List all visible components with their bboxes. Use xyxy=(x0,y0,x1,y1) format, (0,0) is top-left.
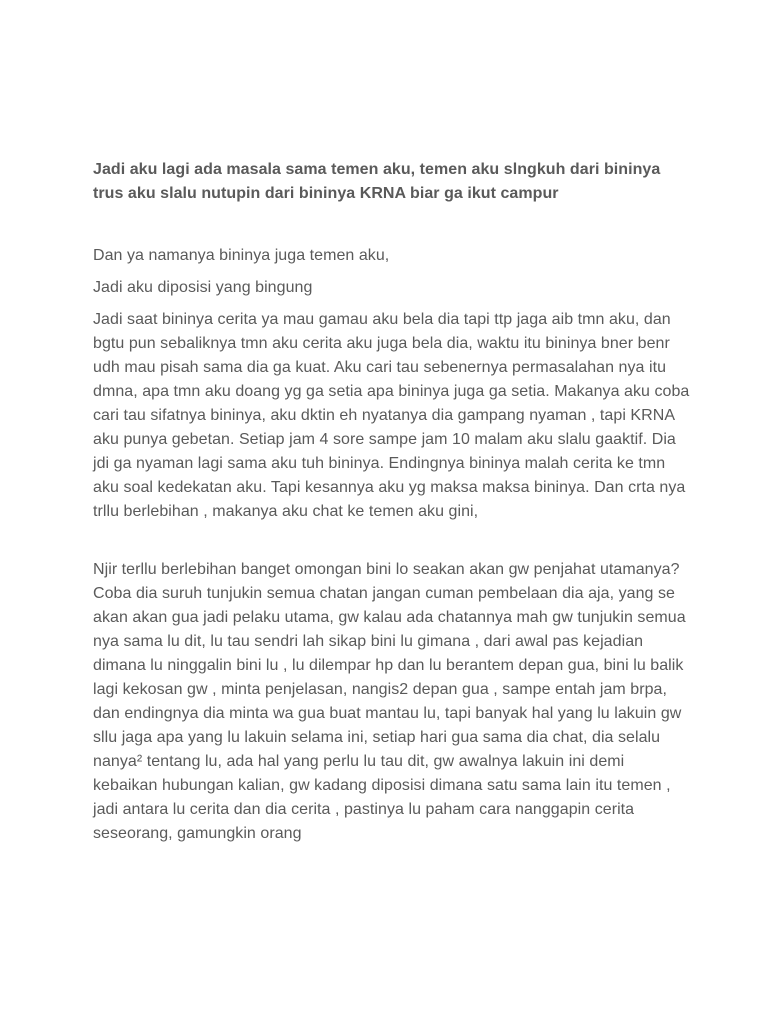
paragraph-story: Jadi saat bininya cerita ya mau gamau aku bela dia tapi ttp jaga aib tmn aku, dan bgtu pun sebaliknya tmn aku cerita aku juga bela dia, waktu itu bininya bner benr udh mau pisah sama dia ga kuat. Aku cari tau sebenernya permasalahan nya itu dmna, apa tmn aku doang yg ga setia apa bininya juga ga setia. Makanya aku coba cari tau sifatnya bininya, aku dktin eh nyatanya dia gampang nyaman , tapi KRNA aku punya gebetan. Setiap jam 4 sore sampe jam 10 malam aku slalu gaaktif. Dia jdi ga nyaman lagi sama aku tuh bininya. Endingnya bininya malah cerita ke tmn aku soal kedekatan aku. Tapi kesannya aku yg maksa maksa bininya. Dan crta nya trllu berlebihan , makanya aku chat ke temen aku gini, xyxy=(93,311,690,520)
paragraph-position: Jadi aku diposisi yang bingung xyxy=(93,279,313,296)
document-body xyxy=(93,158,693,854)
paragraph-intro: Dan ya namanya bininya juga temen aku, xyxy=(93,247,390,264)
document-heading: Jadi aku lagi ada masala sama temen aku, temen aku slngkuh dari bininya trus aku slalu nutupin dari bininya KRNA biar ga ikut campur xyxy=(93,161,661,202)
paragraph-chat-message: Njir terllu berlebihan banget omongan bini lo seakan akan gw penjahat utamanya? Coba dia suruh tunjukin semua chatan jangan cuman pembelaan dia aja, yang se akan akan gua jadi pelaku utama, gw kalau ada chatannya mah gw tunjukin semua nya sama lu dit, lu tau sendri lah sikap bini lu gimana , dari awal pas kejadian dimana lu ninggalin bini lu , lu dilempar hp dan lu berantem depan gua, bini lu balik lagi kekosan gw , minta penjelasan, nangis2 depan gua , sampe entah jam brpa, dan endingnya dia minta wa gua buat mantau lu, tapi banyak hal yang lu lakuin gw sllu jaga apa yang lu lakuin selama ini, setiap hari gua sama dia chat, dia selalu nanya² tentang lu, ada hal yang perlu lu tau dit, gw awalnya lakuin ini demi kebaikan hubungan kalian, gw kadang diposisi dimana satu sama lain itu temen , jadi antara lu cerita dan dia cerita , pastinya lu paham cara nanggapin cerita seseorang, gamungkin orang xyxy=(93,561,686,842)
